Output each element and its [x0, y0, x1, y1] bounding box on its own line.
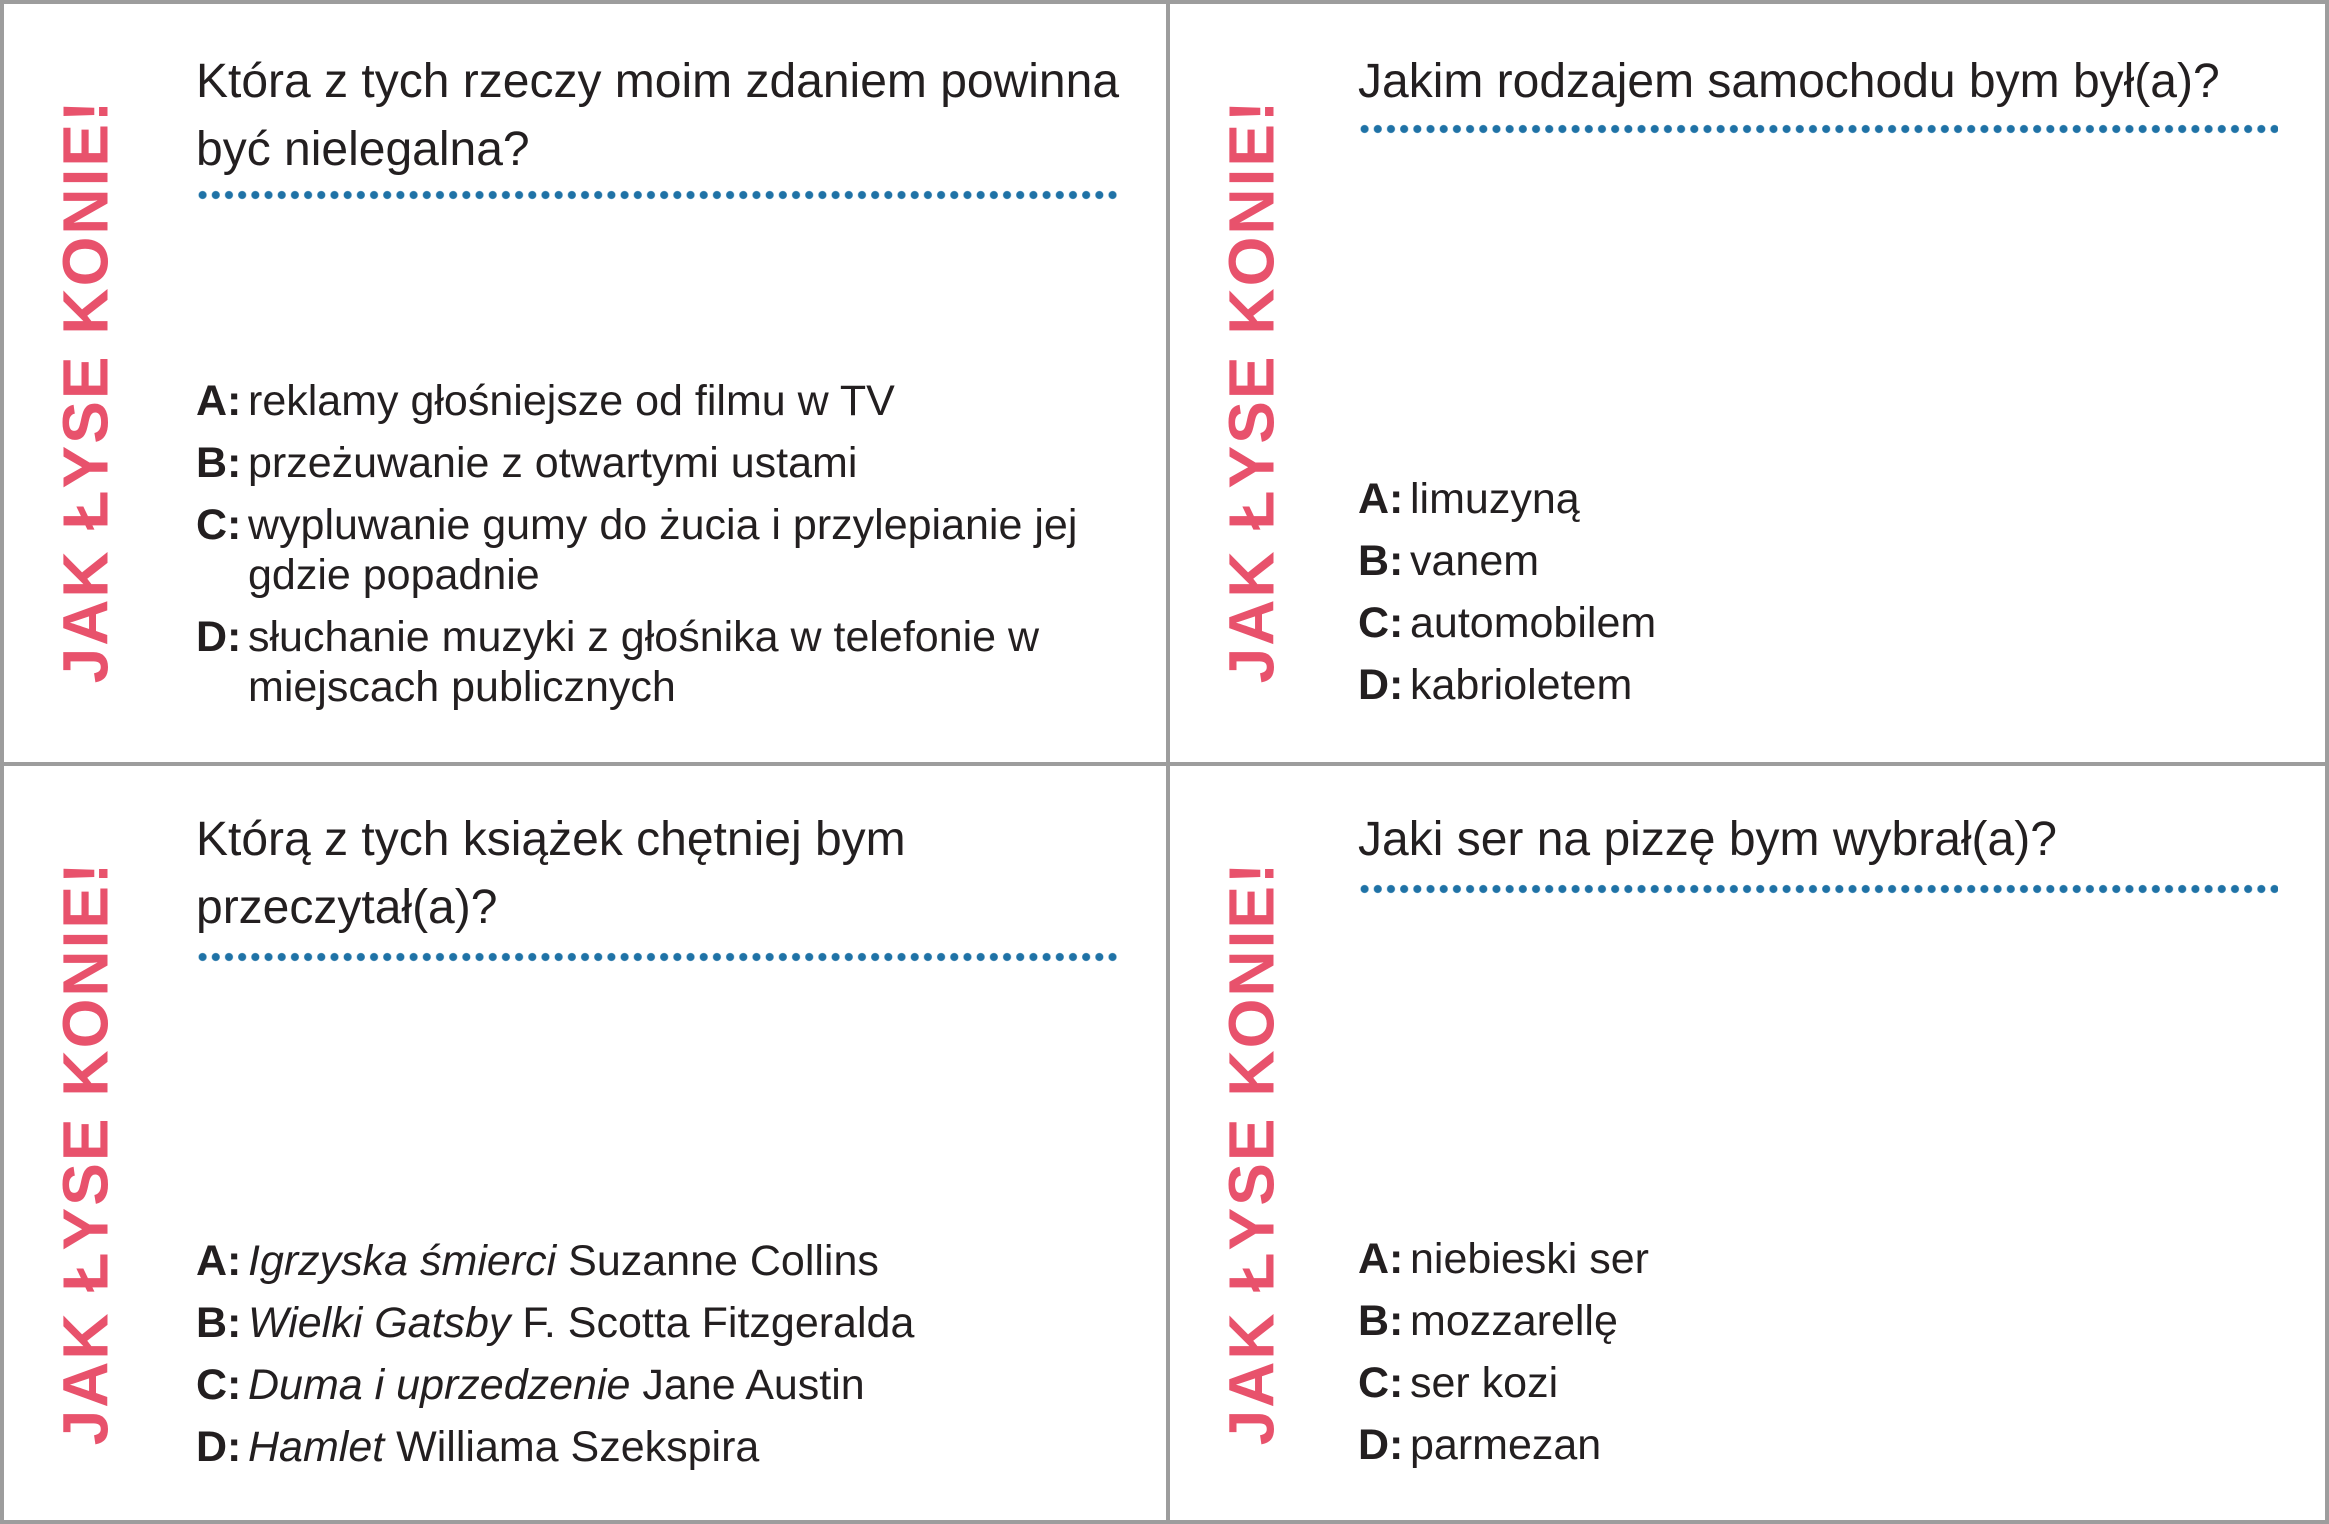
dotted-divider [1358, 884, 2278, 894]
dotted-divider [196, 952, 1118, 962]
brand-label: JAK ŁYSE KONIE! [1215, 860, 1287, 1446]
answer-text: ser kozi [1410, 1359, 1559, 1407]
book-author: Williama Szekspira [384, 1423, 760, 1471]
answer-key: B: [196, 1299, 242, 1347]
answer-text: parmezan [1410, 1421, 1602, 1469]
answer-item-d [1358, 1420, 2298, 1470]
answer-list [196, 376, 1136, 724]
answer-item-a [1358, 474, 2298, 524]
book-author: F. Scotta Fitzgeralda [510, 1299, 915, 1347]
book-title: Igrzyska śmierci [248, 1237, 557, 1285]
question-text: Która z tych rzeczy moim zdaniem powinna być nielegalna? [196, 55, 1120, 176]
answer-item-c [1358, 1358, 2298, 1408]
answer-key: C: [1358, 1359, 1404, 1407]
book-title: Hamlet [248, 1423, 385, 1471]
answer-list [196, 1236, 1136, 1484]
answer-text: mozzarellę [1410, 1297, 1618, 1345]
answer-item-c [196, 500, 1136, 600]
question-card-4 [1166, 762, 2329, 1524]
answer-item-c [1358, 598, 2298, 648]
brand-label: JAK ŁYSE KONIE! [49, 98, 121, 684]
answer-key: D: [1358, 661, 1404, 709]
answer-key: B: [196, 439, 242, 487]
book-author: Suzanne Collins [556, 1237, 879, 1285]
answer-key: D: [196, 613, 242, 661]
answer-key: A: [1358, 1235, 1404, 1283]
answer-key: A: [196, 1237, 242, 1285]
answer-list [1358, 474, 2298, 722]
answer-item-d [196, 1422, 1136, 1472]
answer-key: C: [196, 501, 242, 549]
answer-item-b [1358, 1296, 2298, 1346]
brand-logo-text [50, 828, 120, 1478]
answer-item-d [1358, 660, 2298, 710]
book-title: Wielki Gatsby [248, 1299, 511, 1347]
answer-list [1358, 1234, 2298, 1482]
brand-logo-text [1216, 828, 1286, 1478]
answer-key: D: [196, 1423, 242, 1471]
answer-key: C: [1358, 599, 1404, 647]
answer-item-d [196, 612, 1136, 712]
question-text: Którą z tych książek chętniej bym przeczytał(a)? [196, 813, 906, 934]
answer-text: automobilem [1410, 599, 1657, 647]
dotted-divider [1358, 124, 2278, 134]
answer-text: kabrioletem [1410, 661, 1633, 709]
question-card-2 [1166, 0, 2329, 766]
answer-key: B: [1358, 537, 1404, 585]
book-title: Duma i uprzedzenie [248, 1361, 631, 1409]
answer-item-b [1358, 536, 2298, 586]
answer-key: B: [1358, 1297, 1404, 1345]
answer-item-b [196, 438, 1136, 488]
answer-text: wypluwanie gumy do żucia i przylepianie jej gdzie popadnie [248, 501, 1078, 599]
answer-text: reklamy głośniejsze od filmu w TV [248, 377, 895, 425]
brand-logo-text [50, 66, 120, 716]
question-text: Jaki ser na pizzę bym wybrał(a)? [1358, 813, 2057, 866]
answer-item-a [196, 1236, 1136, 1286]
answer-text: niebieski ser [1410, 1235, 1649, 1283]
answer-text: vanem [1410, 537, 1540, 585]
book-author: Jane Austin [630, 1361, 865, 1409]
answer-item-a [196, 376, 1136, 426]
answer-key: C: [196, 1361, 242, 1409]
question-card-1 [0, 0, 1170, 766]
answer-item-a [1358, 1234, 2298, 1284]
question-text: Jakim rodzajem samochodu bym był(a)? [1358, 55, 2220, 108]
brand-label: JAK ŁYSE KONIE! [1215, 98, 1287, 684]
answer-key: A: [196, 377, 242, 425]
answer-key: A: [1358, 475, 1404, 523]
answer-item-c [196, 1360, 1136, 1410]
answer-text: przeżuwanie z otwartymi ustami [248, 439, 858, 487]
answer-text: słuchanie muzyki z głośnika w telefonie w miejscach publicznych [248, 613, 1040, 711]
dotted-divider [196, 190, 1118, 200]
brand-label: JAK ŁYSE KONIE! [49, 860, 121, 1446]
answer-key: D: [1358, 1421, 1404, 1469]
answer-item-b [196, 1298, 1136, 1348]
question-card-3 [0, 762, 1170, 1524]
answer-text: limuzyną [1410, 475, 1580, 523]
brand-logo-text [1216, 66, 1286, 716]
